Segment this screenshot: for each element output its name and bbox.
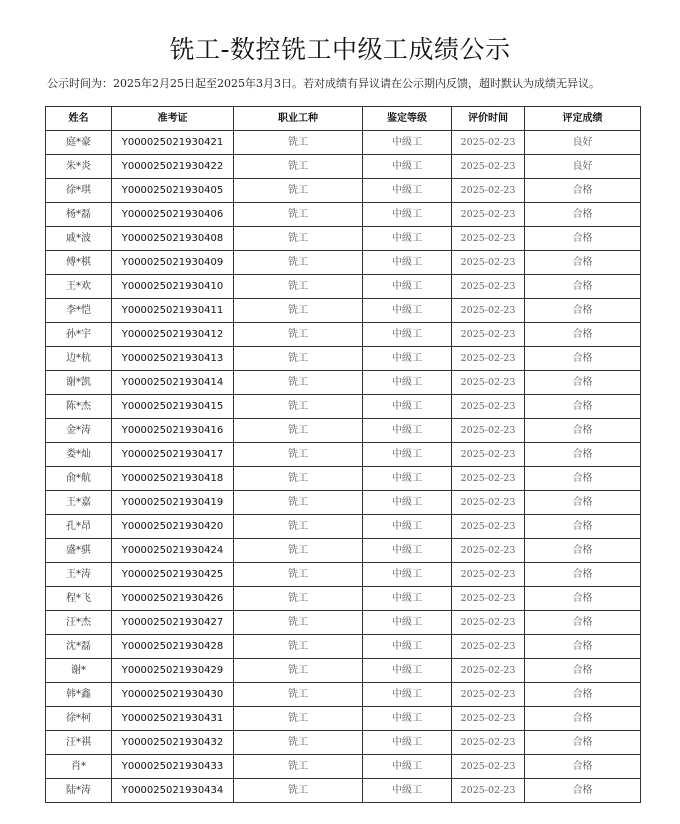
cell-ticket-number: Y000025021930422 — [112, 155, 234, 179]
cell-evaluation-date: 2025-02-23 — [452, 587, 525, 611]
cell-ticket-number: Y000025021930411 — [112, 299, 234, 323]
cell-name: 徐*琪 — [46, 179, 112, 203]
cell-ticket-number: Y000025021930420 — [112, 515, 234, 539]
cell-grade-level: 中级工 — [363, 419, 452, 443]
cell-occupation: 铣工 — [234, 707, 363, 731]
column-header-occupation: 职业工种 — [234, 107, 363, 131]
cell-ticket-number: Y000025021930429 — [112, 659, 234, 683]
table-row — [46, 371, 641, 395]
cell-grade-level: 中级工 — [363, 659, 452, 683]
cell-name: 陈*杰 — [46, 395, 112, 419]
cell-grade-level: 中级工 — [363, 251, 452, 275]
results-table — [45, 106, 641, 803]
cell-occupation: 铣工 — [234, 779, 363, 803]
table-row — [46, 731, 641, 755]
table-row — [46, 323, 641, 347]
cell-result: 合格 — [525, 275, 641, 299]
cell-occupation: 铣工 — [234, 755, 363, 779]
table-row — [46, 179, 641, 203]
cell-name: 戚*波 — [46, 227, 112, 251]
cell-evaluation-date: 2025-02-23 — [452, 131, 525, 155]
cell-occupation: 铣工 — [234, 227, 363, 251]
cell-name: 王*嘉 — [46, 491, 112, 515]
cell-result: 合格 — [525, 467, 641, 491]
cell-grade-level: 中级工 — [363, 779, 452, 803]
cell-evaluation-date: 2025-02-23 — [452, 515, 525, 539]
cell-name: 朱*炎 — [46, 155, 112, 179]
cell-evaluation-date: 2025-02-23 — [452, 179, 525, 203]
table-row — [46, 539, 641, 563]
cell-ticket-number: Y000025021930417 — [112, 443, 234, 467]
cell-result: 合格 — [525, 347, 641, 371]
cell-ticket-number: Y000025021930412 — [112, 323, 234, 347]
cell-grade-level: 中级工 — [363, 707, 452, 731]
table-row — [46, 251, 641, 275]
table-row — [46, 203, 641, 227]
cell-evaluation-date: 2025-02-23 — [452, 347, 525, 371]
table-row — [46, 443, 641, 467]
column-header-name: 姓名 — [46, 107, 112, 131]
table-row — [46, 563, 641, 587]
cell-grade-level: 中级工 — [363, 275, 452, 299]
cell-ticket-number: Y000025021930410 — [112, 275, 234, 299]
cell-name: 孙*宇 — [46, 323, 112, 347]
cell-evaluation-date: 2025-02-23 — [452, 467, 525, 491]
table-row — [46, 659, 641, 683]
cell-result: 合格 — [525, 251, 641, 275]
cell-ticket-number: Y000025021930434 — [112, 779, 234, 803]
cell-ticket-number: Y000025021930415 — [112, 395, 234, 419]
cell-grade-level: 中级工 — [363, 395, 452, 419]
column-header-result: 评定成绩 — [525, 107, 641, 131]
cell-occupation: 铣工 — [234, 683, 363, 707]
cell-result: 良好 — [525, 155, 641, 179]
cell-name: 傅*棋 — [46, 251, 112, 275]
cell-result: 合格 — [525, 683, 641, 707]
cell-name: 徐*柯 — [46, 707, 112, 731]
cell-occupation: 铣工 — [234, 515, 363, 539]
cell-grade-level: 中级工 — [363, 539, 452, 563]
cell-evaluation-date: 2025-02-23 — [452, 683, 525, 707]
cell-evaluation-date: 2025-02-23 — [452, 323, 525, 347]
cell-ticket-number: Y000025021930424 — [112, 539, 234, 563]
cell-grade-level: 中级工 — [363, 563, 452, 587]
cell-result: 合格 — [525, 227, 641, 251]
cell-occupation: 铣工 — [234, 251, 363, 275]
cell-ticket-number: Y000025021930432 — [112, 731, 234, 755]
cell-evaluation-date: 2025-02-23 — [452, 251, 525, 275]
cell-name: 韩*鑫 — [46, 683, 112, 707]
cell-grade-level: 中级工 — [363, 155, 452, 179]
cell-name: 谢* — [46, 659, 112, 683]
cell-ticket-number: Y000025021930426 — [112, 587, 234, 611]
table-row — [46, 275, 641, 299]
cell-evaluation-date: 2025-02-23 — [452, 203, 525, 227]
cell-result: 合格 — [525, 491, 641, 515]
table-row — [46, 611, 641, 635]
cell-occupation: 铣工 — [234, 611, 363, 635]
cell-result: 合格 — [525, 707, 641, 731]
cell-occupation: 铣工 — [234, 443, 363, 467]
cell-result: 合格 — [525, 203, 641, 227]
cell-result: 合格 — [525, 323, 641, 347]
cell-result: 合格 — [525, 587, 641, 611]
cell-ticket-number: Y000025021930408 — [112, 227, 234, 251]
cell-name: 程*飞 — [46, 587, 112, 611]
cell-grade-level: 中级工 — [363, 515, 452, 539]
cell-name: 汪*杰 — [46, 611, 112, 635]
cell-evaluation-date: 2025-02-23 — [452, 371, 525, 395]
cell-grade-level: 中级工 — [363, 491, 452, 515]
cell-ticket-number: Y000025021930416 — [112, 419, 234, 443]
cell-result: 合格 — [525, 755, 641, 779]
cell-occupation: 铣工 — [234, 587, 363, 611]
cell-evaluation-date: 2025-02-23 — [452, 443, 525, 467]
cell-result: 合格 — [525, 779, 641, 803]
table-row — [46, 779, 641, 803]
cell-evaluation-date: 2025-02-23 — [452, 563, 525, 587]
cell-result: 合格 — [525, 659, 641, 683]
table-row — [46, 491, 641, 515]
column-header-ticket-number: 准考证 — [112, 107, 234, 131]
cell-grade-level: 中级工 — [363, 131, 452, 155]
cell-occupation: 铣工 — [234, 275, 363, 299]
cell-occupation: 铣工 — [234, 395, 363, 419]
cell-occupation: 铣工 — [234, 323, 363, 347]
cell-name: 俞*航 — [46, 467, 112, 491]
cell-result: 良好 — [525, 131, 641, 155]
cell-occupation: 铣工 — [234, 155, 363, 179]
cell-name: 谢*凯 — [46, 371, 112, 395]
table-row — [46, 755, 641, 779]
cell-evaluation-date: 2025-02-23 — [452, 155, 525, 179]
cell-result: 合格 — [525, 611, 641, 635]
cell-name: 孔*昂 — [46, 515, 112, 539]
cell-name: 陆*涛 — [46, 779, 112, 803]
cell-evaluation-date: 2025-02-23 — [452, 707, 525, 731]
cell-ticket-number: Y000025021930409 — [112, 251, 234, 275]
cell-grade-level: 中级工 — [363, 347, 452, 371]
table-row — [46, 515, 641, 539]
cell-ticket-number: Y000025021930418 — [112, 467, 234, 491]
cell-result: 合格 — [525, 515, 641, 539]
cell-grade-level: 中级工 — [363, 467, 452, 491]
cell-name: 杨*磊 — [46, 203, 112, 227]
cell-ticket-number: Y000025021930425 — [112, 563, 234, 587]
cell-grade-level: 中级工 — [363, 227, 452, 251]
cell-result: 合格 — [525, 443, 641, 467]
cell-grade-level: 中级工 — [363, 443, 452, 467]
column-header-grade-level: 鉴定等级 — [363, 107, 452, 131]
table-row — [46, 467, 641, 491]
cell-grade-level: 中级工 — [363, 323, 452, 347]
cell-occupation: 铣工 — [234, 203, 363, 227]
table-row — [46, 683, 641, 707]
cell-name: 肖* — [46, 755, 112, 779]
cell-grade-level: 中级工 — [363, 635, 452, 659]
cell-grade-level: 中级工 — [363, 203, 452, 227]
cell-occupation: 铣工 — [234, 539, 363, 563]
cell-grade-level: 中级工 — [363, 371, 452, 395]
table-row — [46, 227, 641, 251]
cell-name: 金*涛 — [46, 419, 112, 443]
cell-occupation: 铣工 — [234, 635, 363, 659]
table-row — [46, 635, 641, 659]
cell-result: 合格 — [525, 371, 641, 395]
cell-occupation: 铣工 — [234, 299, 363, 323]
cell-grade-level: 中级工 — [363, 755, 452, 779]
cell-grade-level: 中级工 — [363, 611, 452, 635]
publication-notice: 公示时间为：2025年2月25日起至2025年3月3日。若对成绩有异议请在公示期内反馈，超时默认为成绩无异议。 — [47, 77, 600, 90]
cell-result: 合格 — [525, 419, 641, 443]
cell-occupation: 铣工 — [234, 467, 363, 491]
cell-ticket-number: Y000025021930419 — [112, 491, 234, 515]
cell-evaluation-date: 2025-02-23 — [452, 275, 525, 299]
cell-ticket-number: Y000025021930421 — [112, 131, 234, 155]
column-header-evaluation-date: 评价时间 — [452, 107, 525, 131]
cell-evaluation-date: 2025-02-23 — [452, 491, 525, 515]
table-row — [46, 707, 641, 731]
cell-result: 合格 — [525, 635, 641, 659]
cell-name: 盛*骐 — [46, 539, 112, 563]
cell-ticket-number: Y000025021930428 — [112, 635, 234, 659]
cell-name: 王*涛 — [46, 563, 112, 587]
cell-occupation: 铣工 — [234, 659, 363, 683]
cell-ticket-number: Y000025021930430 — [112, 683, 234, 707]
cell-occupation: 铣工 — [234, 419, 363, 443]
cell-result: 合格 — [525, 563, 641, 587]
cell-ticket-number: Y000025021930433 — [112, 755, 234, 779]
table-header-row — [46, 107, 641, 131]
table-row — [46, 299, 641, 323]
cell-evaluation-date: 2025-02-23 — [452, 299, 525, 323]
table-row — [46, 419, 641, 443]
cell-result: 合格 — [525, 179, 641, 203]
table-row — [46, 395, 641, 419]
cell-result: 合格 — [525, 731, 641, 755]
cell-result: 合格 — [525, 299, 641, 323]
table-row — [46, 131, 641, 155]
table-row — [46, 155, 641, 179]
cell-grade-level: 中级工 — [363, 299, 452, 323]
cell-ticket-number: Y000025021930405 — [112, 179, 234, 203]
cell-evaluation-date: 2025-02-23 — [452, 395, 525, 419]
cell-evaluation-date: 2025-02-23 — [452, 227, 525, 251]
cell-grade-level: 中级工 — [363, 179, 452, 203]
cell-evaluation-date: 2025-02-23 — [452, 731, 525, 755]
cell-occupation: 铣工 — [234, 347, 363, 371]
table-row — [46, 587, 641, 611]
cell-evaluation-date: 2025-02-23 — [452, 611, 525, 635]
cell-name: 庭*豪 — [46, 131, 112, 155]
cell-name: 娄*灿 — [46, 443, 112, 467]
cell-evaluation-date: 2025-02-23 — [452, 779, 525, 803]
cell-result: 合格 — [525, 395, 641, 419]
cell-ticket-number: Y000025021930414 — [112, 371, 234, 395]
cell-evaluation-date: 2025-02-23 — [452, 419, 525, 443]
cell-ticket-number: Y000025021930413 — [112, 347, 234, 371]
cell-name: 王*欢 — [46, 275, 112, 299]
cell-occupation: 铣工 — [234, 371, 363, 395]
cell-ticket-number: Y000025021930406 — [112, 203, 234, 227]
page-title: 铣工-数控铣工中级工成绩公示 — [169, 34, 511, 64]
cell-evaluation-date: 2025-02-23 — [452, 755, 525, 779]
cell-occupation: 铣工 — [234, 131, 363, 155]
cell-occupation: 铣工 — [234, 179, 363, 203]
cell-occupation: 铣工 — [234, 731, 363, 755]
cell-name: 汪*祺 — [46, 731, 112, 755]
cell-ticket-number: Y000025021930427 — [112, 611, 234, 635]
cell-ticket-number: Y000025021930431 — [112, 707, 234, 731]
cell-grade-level: 中级工 — [363, 683, 452, 707]
cell-grade-level: 中级工 — [363, 587, 452, 611]
cell-evaluation-date: 2025-02-23 — [452, 635, 525, 659]
cell-name: 李*恺 — [46, 299, 112, 323]
table-body — [46, 131, 641, 803]
cell-evaluation-date: 2025-02-23 — [452, 539, 525, 563]
cell-name: 沈*磊 — [46, 635, 112, 659]
cell-evaluation-date: 2025-02-23 — [452, 659, 525, 683]
cell-occupation: 铣工 — [234, 491, 363, 515]
cell-name: 边*杭 — [46, 347, 112, 371]
cell-grade-level: 中级工 — [363, 731, 452, 755]
cell-result: 合格 — [525, 539, 641, 563]
table-row — [46, 347, 641, 371]
cell-occupation: 铣工 — [234, 563, 363, 587]
